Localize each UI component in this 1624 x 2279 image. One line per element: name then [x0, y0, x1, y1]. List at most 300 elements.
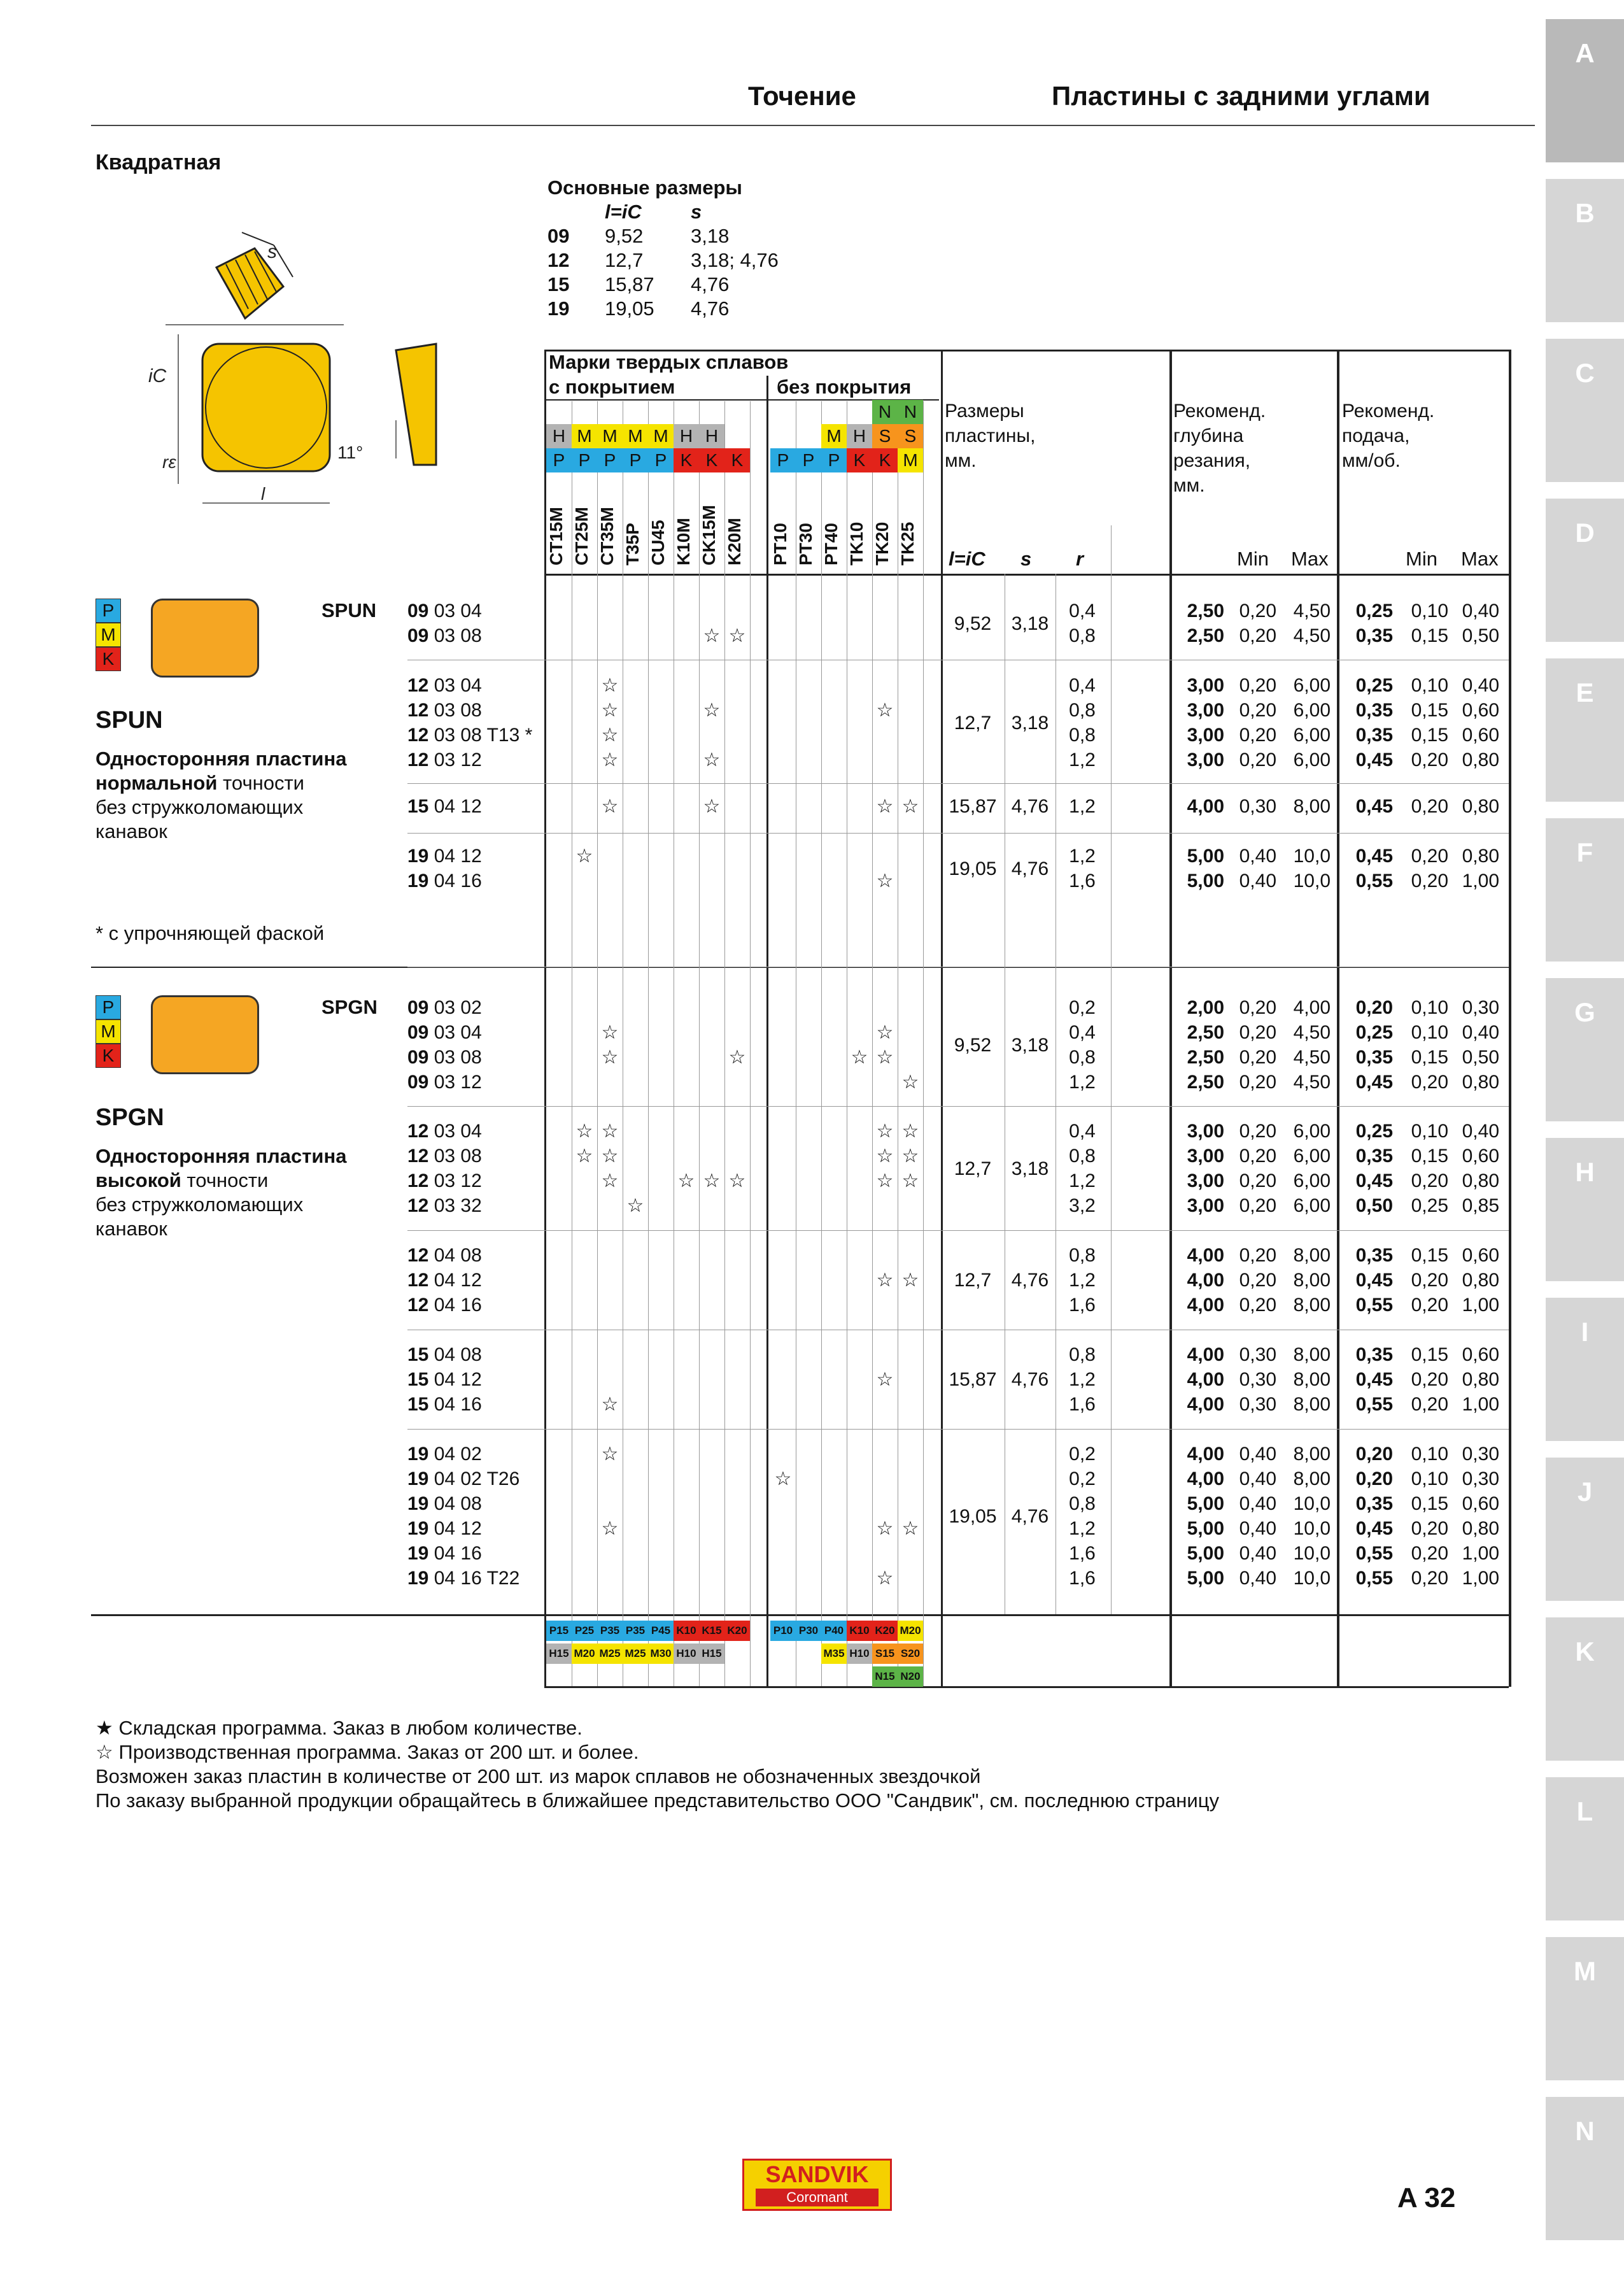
- feed-value: 0,30: [1462, 1444, 1499, 1465]
- corner-radius: 0,8: [1069, 1245, 1096, 1266]
- corner-radius: 0,2: [1069, 1444, 1096, 1465]
- designation: 09 03 12: [407, 1072, 482, 1093]
- depth-value: 8,00: [1293, 1245, 1331, 1266]
- depth-value: 0,40: [1239, 1444, 1276, 1465]
- col-head-lic: l=iC: [949, 548, 985, 570]
- dim-re-label: rε: [162, 452, 176, 472]
- depth-value: 6,00: [1293, 725, 1331, 746]
- feed-value: 0,45: [1355, 749, 1393, 770]
- corner-radius: 1,6: [1069, 1543, 1096, 1564]
- feed-value: 0,15: [1411, 1047, 1448, 1068]
- corner-radius: 0,2: [1069, 1468, 1096, 1489]
- depth-value: 5,00: [1187, 1543, 1224, 1564]
- designation: 19 04 16: [407, 870, 482, 891]
- page-title: Пластины с задними углами: [1052, 81, 1430, 111]
- corner-radius: 1,2: [1069, 846, 1096, 867]
- iso-p-5: K: [674, 448, 699, 472]
- col-head-s: s: [1020, 548, 1032, 570]
- feed-value: 1,00: [1462, 870, 1499, 891]
- grade-tk10: TK10: [847, 522, 866, 565]
- production-star-icon: ☆: [901, 1072, 919, 1093]
- feed-value: 0,45: [1355, 846, 1393, 867]
- feed-value: 0,55: [1355, 1543, 1393, 1564]
- col-head-depth: Рекоменд. глубина резания, мм.: [1173, 401, 1266, 496]
- feed-value: 0,20: [1411, 796, 1448, 817]
- production-star-icon: ☆: [601, 725, 619, 746]
- feed-value: 0,40: [1462, 600, 1499, 621]
- designation: 12 03 08 T13 *: [407, 725, 533, 746]
- iso-code: P35: [623, 1621, 648, 1641]
- spun-desc-4: канавок: [95, 820, 167, 842]
- section-tab-g[interactable]: G: [1546, 978, 1624, 1121]
- depth-value: 8,00: [1293, 1369, 1331, 1390]
- production-star-icon: ☆: [876, 1121, 894, 1142]
- depth-value: 4,50: [1293, 1022, 1331, 1043]
- grade-k20m: K20M: [724, 518, 744, 565]
- insert-size-l: 15,87: [949, 1369, 997, 1390]
- iso-p-7: K: [724, 448, 750, 472]
- production-star-icon: ☆: [601, 700, 619, 721]
- feed-value: 0,45: [1355, 1072, 1393, 1093]
- production-star-icon: ☆: [876, 1270, 894, 1291]
- depth-value: 0,20: [1239, 1170, 1276, 1191]
- insert-thickness-s: 3,18: [1011, 613, 1049, 634]
- feed-value: 0,80: [1462, 1170, 1499, 1191]
- insert-side-view: [216, 232, 293, 318]
- feed-value: 0,80: [1462, 846, 1499, 867]
- spun-insert-icon: [151, 599, 259, 678]
- section-tab-f[interactable]: F: [1546, 818, 1624, 962]
- page-number: A 32: [1397, 2182, 1456, 2213]
- production-star-icon: ☆: [876, 1146, 894, 1167]
- production-star-icon: ☆: [703, 700, 721, 721]
- feed-value: 0,30: [1462, 997, 1499, 1018]
- production-star-icon: ☆: [876, 700, 894, 721]
- corner-radius: 0,4: [1069, 675, 1096, 696]
- production-star-icon: ☆: [601, 1518, 619, 1539]
- spun-code: SPUN: [321, 599, 377, 621]
- depth-value: 4,00: [1187, 1295, 1224, 1316]
- section-tab-e[interactable]: E: [1546, 658, 1624, 802]
- production-star-icon: ☆: [851, 1047, 868, 1068]
- production-star-icon: ☆: [876, 1022, 894, 1043]
- depth-value: 3,00: [1187, 1121, 1224, 1142]
- depth-value: 4,00: [1187, 1369, 1224, 1390]
- feed-value: 0,45: [1355, 796, 1393, 817]
- feed-value: 0,25: [1355, 1121, 1393, 1142]
- designation: 19 04 02: [407, 1444, 482, 1465]
- basic-dims-col2: s: [691, 201, 702, 223]
- feed-value: 0,50: [1462, 625, 1499, 646]
- insert-size-l: 19,05: [949, 858, 997, 879]
- feed-value: 0,35: [1355, 1047, 1393, 1068]
- production-star-icon: ☆: [703, 749, 721, 770]
- corner-radius: 1,6: [1069, 1568, 1096, 1589]
- production-star-icon: ☆: [901, 1121, 919, 1142]
- feed-value: 0,60: [1462, 1146, 1499, 1167]
- depth-value: 6,00: [1293, 1146, 1331, 1167]
- iso-h-1: M: [572, 424, 597, 448]
- designation: 19 04 02 T26: [407, 1468, 520, 1489]
- grade-pt10: PT10: [770, 523, 790, 565]
- basic-dim-l: 12,7: [605, 249, 644, 271]
- col-head-feed-max: Max: [1461, 548, 1499, 570]
- depth-value: 4,00: [1187, 1344, 1224, 1365]
- depth-value: 3,00: [1187, 700, 1224, 721]
- col-head-r: r: [1076, 548, 1084, 570]
- feed-value: 0,35: [1355, 1493, 1393, 1514]
- iso-p-9: P: [796, 448, 821, 472]
- depth-value: 0,40: [1239, 1468, 1276, 1489]
- iso-code: K20: [724, 1621, 750, 1641]
- depth-value: 5,00: [1187, 1493, 1224, 1514]
- production-star-icon: ☆: [601, 1022, 619, 1043]
- basic-dim-size: 12: [547, 249, 570, 271]
- production-star-icon: ☆: [626, 1195, 644, 1216]
- designation: 09 03 04: [407, 600, 482, 621]
- designation: 12 03 32: [407, 1195, 482, 1216]
- depth-value: 3,00: [1187, 1170, 1224, 1191]
- feed-value: 0,10: [1411, 1468, 1448, 1489]
- depth-value: 0,40: [1239, 1568, 1276, 1589]
- designation: 12 03 04: [407, 1121, 482, 1142]
- feed-value: 0,45: [1355, 1369, 1393, 1390]
- iso-h-4: M: [648, 424, 674, 448]
- iso-badge-k: K: [95, 647, 121, 671]
- corner-radius: 0,8: [1069, 1493, 1096, 1514]
- feed-value: 1,00: [1462, 1295, 1499, 1316]
- depth-value: 5,00: [1187, 870, 1224, 891]
- insert-size-l: 12,7: [954, 712, 992, 734]
- depth-value: 0,20: [1239, 1072, 1276, 1093]
- feed-value: 0,85: [1462, 1195, 1499, 1216]
- production-star-icon: ☆: [901, 1518, 919, 1539]
- depth-value: 8,00: [1293, 796, 1331, 817]
- basic-dim-l: 9,52: [605, 225, 644, 247]
- feed-value: 0,20: [1355, 1444, 1393, 1465]
- grade-tk25: TK25: [898, 522, 917, 565]
- iso-p-3: P: [623, 448, 648, 472]
- insert-thickness-s: 4,76: [1011, 1270, 1049, 1291]
- production-star-icon: ☆: [876, 796, 894, 817]
- insert-thickness-s: 3,18: [1011, 1034, 1049, 1056]
- depth-value: 6,00: [1293, 700, 1331, 721]
- corner-radius: 0,8: [1069, 700, 1096, 721]
- designation: 15 04 08: [407, 1344, 482, 1365]
- iso-p-2: P: [597, 448, 623, 472]
- spgn-desc-3: без стружколомающих: [95, 1193, 304, 1216]
- depth-value: 10,0: [1293, 1518, 1331, 1539]
- depth-value: 6,00: [1293, 1195, 1331, 1216]
- iso-code: H15: [546, 1644, 572, 1664]
- iso-code: P15: [546, 1621, 572, 1641]
- feed-value: 0,25: [1411, 1195, 1448, 1216]
- basic-dim-l: 19,05: [605, 297, 654, 320]
- corner-radius: 0,4: [1069, 1022, 1096, 1043]
- basic-dim-size: 09: [547, 225, 570, 247]
- feed-value: 0,40: [1462, 675, 1499, 696]
- production-star-icon: ☆: [601, 1170, 619, 1191]
- depth-value: 0,20: [1239, 675, 1276, 696]
- iso-h-3: M: [623, 424, 648, 448]
- iso-h-11: H: [847, 424, 872, 448]
- grade-k10m: K10M: [674, 518, 693, 565]
- depth-value: 2,50: [1187, 625, 1224, 646]
- section-tab-j[interactable]: J: [1546, 1458, 1624, 1601]
- depth-value: 8,00: [1293, 1468, 1331, 1489]
- iso-p-0: P: [546, 448, 572, 472]
- feed-value: 0,55: [1355, 1295, 1393, 1316]
- iso-badge-k: K: [95, 1044, 121, 1068]
- spun-desc-2: нормальной точности: [95, 772, 304, 794]
- iso-p-6: K: [699, 448, 724, 472]
- iso-h-0: H: [546, 424, 572, 448]
- depth-value: 4,00: [1187, 1444, 1224, 1465]
- designation: 12 04 08: [407, 1245, 482, 1266]
- feed-value: 0,15: [1411, 725, 1448, 746]
- designation: 19 04 12: [407, 1518, 482, 1539]
- feed-value: 1,00: [1462, 1543, 1499, 1564]
- depth-value: 0,30: [1239, 1344, 1276, 1365]
- depth-value: 0,30: [1239, 1369, 1276, 1390]
- depth-value: 0,40: [1239, 870, 1276, 891]
- depth-value: 0,20: [1239, 1295, 1276, 1316]
- dim-l-label: l: [261, 484, 265, 504]
- insert-drawing: [146, 229, 477, 509]
- insert-thickness-s: 4,76: [1011, 796, 1049, 817]
- corner-radius: 1,2: [1069, 1072, 1096, 1093]
- feed-value: 0,15: [1411, 625, 1448, 646]
- feed-value: 0,35: [1355, 1344, 1393, 1365]
- spgn-desc-1: Односторонняя пластина: [95, 1145, 347, 1167]
- depth-value: 10,0: [1293, 870, 1331, 891]
- section-tab-d[interactable]: D: [1546, 499, 1624, 642]
- corner-radius: 3,2: [1069, 1195, 1096, 1216]
- basic-dim-s: 4,76: [691, 297, 730, 320]
- iso-h-2: M: [597, 424, 623, 448]
- feed-value: 0,20: [1411, 870, 1448, 891]
- depth-value: 4,00: [1187, 1245, 1224, 1266]
- feed-value: 0,25: [1355, 1022, 1393, 1043]
- depth-value: 0,20: [1239, 749, 1276, 770]
- iso-code: M20: [572, 1644, 597, 1664]
- insert-size-l: 12,7: [954, 1270, 992, 1291]
- iso-code: H10: [847, 1644, 872, 1664]
- production-star-icon: ☆: [876, 1047, 894, 1068]
- feed-value: 0,40: [1462, 1121, 1499, 1142]
- iso-h-5: H: [674, 424, 699, 448]
- feed-value: 1,00: [1462, 1568, 1499, 1589]
- section-tab-b[interactable]: B: [1546, 179, 1624, 322]
- depth-value: 0,20: [1239, 1121, 1276, 1142]
- depth-value: 8,00: [1293, 1394, 1331, 1415]
- section-tab-m[interactable]: M: [1546, 1937, 1624, 2080]
- designation: 19 04 12: [407, 846, 482, 867]
- iso-code: P30: [796, 1621, 821, 1641]
- production-star-icon: ☆: [575, 846, 593, 867]
- feed-value: 0,50: [1462, 1047, 1499, 1068]
- iso-code: M30: [648, 1644, 674, 1664]
- corner-radius: 1,2: [1069, 749, 1096, 770]
- production-star-icon: ☆: [703, 1170, 721, 1191]
- iso-badge-p: P: [95, 599, 121, 623]
- depth-value: 5,00: [1187, 1518, 1224, 1539]
- feed-value: 0,10: [1411, 600, 1448, 621]
- col-head-dims: Размеры пластины, мм.: [945, 401, 1036, 471]
- feed-value: 0,35: [1355, 1146, 1393, 1167]
- feed-value: 0,15: [1411, 1245, 1448, 1266]
- section-title: Точение: [748, 81, 856, 111]
- iso-code: S15: [872, 1644, 898, 1664]
- depth-value: 0,20: [1239, 725, 1276, 746]
- depth-value: 0,40: [1239, 846, 1276, 867]
- depth-value: 3,00: [1187, 1146, 1224, 1167]
- iso-code: P10: [770, 1621, 796, 1641]
- basic-dims-title: Основные размеры: [547, 176, 742, 199]
- spgn-insert-icon: [151, 995, 259, 1074]
- corner-radius: 0,2: [1069, 997, 1096, 1018]
- feed-value: 0,80: [1462, 1270, 1499, 1291]
- feed-value: 0,55: [1355, 870, 1393, 891]
- iso-code: M20: [898, 1621, 923, 1641]
- depth-value: 0,20: [1239, 997, 1276, 1018]
- production-star-icon: ☆: [601, 675, 619, 696]
- depth-value: 4,00: [1187, 1394, 1224, 1415]
- iso-p-11: K: [847, 448, 872, 472]
- basic-dims-col1: l=iC: [605, 201, 642, 223]
- depth-value: 4,00: [1293, 997, 1331, 1018]
- designation: 12 03 04: [407, 675, 482, 696]
- feed-value: 0,35: [1355, 725, 1393, 746]
- section-tab-a[interactable]: A: [1546, 19, 1624, 162]
- feed-value: 0,60: [1462, 700, 1499, 721]
- designation: 15 04 12: [407, 1369, 482, 1390]
- feed-value: 0,20: [1411, 1270, 1448, 1291]
- feed-value: 0,80: [1462, 749, 1499, 770]
- feed-value: 0,20: [1355, 1468, 1393, 1489]
- depth-value: 3,00: [1187, 675, 1224, 696]
- designation: 12 03 08: [407, 700, 482, 721]
- iso-code: K15: [699, 1621, 724, 1641]
- production-star-icon: ☆: [876, 870, 894, 891]
- production-star-icon: ☆: [876, 1369, 894, 1390]
- designation: 15 04 12: [407, 796, 482, 817]
- depth-value: 3,00: [1187, 725, 1224, 746]
- depth-value: 10,0: [1293, 1493, 1331, 1514]
- designation: 09 03 02: [407, 997, 482, 1018]
- feed-value: 0,20: [1355, 997, 1393, 1018]
- grade-ct25m: CT25M: [572, 507, 591, 565]
- depth-value: 0,40: [1239, 1518, 1276, 1539]
- iso-code: M25: [597, 1644, 623, 1664]
- designation: 12 03 08: [407, 1146, 482, 1167]
- insert-top-view: [166, 325, 344, 503]
- depth-value: 0,20: [1239, 1245, 1276, 1266]
- designation: 09 03 08: [407, 625, 482, 646]
- legend-line-2: ☆ Производственная программа. Заказ от 200 шт. и более.: [95, 1741, 639, 1763]
- depth-value: 2,00: [1187, 997, 1224, 1018]
- depth-value: 6,00: [1293, 1121, 1331, 1142]
- iso-badge-p: P: [95, 995, 121, 1019]
- production-star-icon: ☆: [728, 1047, 746, 1068]
- depth-value: 5,00: [1187, 1568, 1224, 1589]
- depth-value: 4,00: [1187, 796, 1224, 817]
- section-tab-c[interactable]: C: [1546, 339, 1624, 482]
- feed-value: 0,10: [1411, 675, 1448, 696]
- grade-ck15m: CK15M: [699, 505, 719, 565]
- production-star-icon: ☆: [901, 1146, 919, 1167]
- iso-p-4: P: [648, 448, 674, 472]
- iso-p-8: P: [770, 448, 796, 472]
- production-star-icon: ☆: [703, 625, 721, 646]
- insert-thickness-s: 4,76: [1011, 1505, 1049, 1527]
- feed-value: 0,20: [1411, 1369, 1448, 1390]
- spgn-desc-4: канавок: [95, 1218, 167, 1240]
- depth-value: 0,40: [1239, 1493, 1276, 1514]
- grade-cu45: CU45: [648, 520, 668, 565]
- production-star-icon: ☆: [703, 796, 721, 817]
- production-star-icon: ☆: [601, 1121, 619, 1142]
- depth-value: 6,00: [1293, 675, 1331, 696]
- designation: 09 03 08: [407, 1047, 482, 1068]
- feed-value: 0,20: [1411, 749, 1448, 770]
- depth-value: 0,20: [1239, 700, 1276, 721]
- iso-p-13: M: [898, 448, 923, 472]
- iso-code: K10: [847, 1621, 872, 1641]
- production-star-icon: ☆: [601, 1047, 619, 1068]
- feed-value: 0,55: [1355, 1568, 1393, 1589]
- insert-thickness-s: 4,76: [1011, 858, 1049, 879]
- section-tab-n[interactable]: N: [1546, 2097, 1624, 2240]
- feed-value: 0,10: [1411, 997, 1448, 1018]
- feed-value: 0,45: [1355, 1270, 1393, 1291]
- iso-code: K20: [872, 1621, 898, 1641]
- basic-dim-s: 4,76: [691, 273, 730, 295]
- depth-value: 2,50: [1187, 1022, 1224, 1043]
- section-tab-l[interactable]: L: [1546, 1777, 1624, 1920]
- feed-value: 0,20: [1411, 1568, 1448, 1589]
- section-tab-i[interactable]: I: [1546, 1298, 1624, 1441]
- feed-value: 0,35: [1355, 1245, 1393, 1266]
- legend-line-4: По заказу выбранной продукции обращайтесь в ближайшее представительство ООО "Сандвик", см. последнюю страницу: [95, 1789, 1219, 1812]
- spgn-desc-2: высокой точности: [95, 1169, 269, 1191]
- depth-value: 0,20: [1239, 625, 1276, 646]
- feed-value: 0,20: [1411, 1543, 1448, 1564]
- production-star-icon: ☆: [601, 796, 619, 817]
- feed-value: 0,10: [1411, 1022, 1448, 1043]
- iso-n-13: N: [898, 400, 923, 424]
- iso-p-10: P: [821, 448, 847, 472]
- designation: 19 04 16 T22: [407, 1568, 520, 1589]
- basic-dim-s: 3,18; 4,76: [691, 249, 779, 271]
- depth-value: 10,0: [1293, 1543, 1331, 1564]
- iso-code: K10: [674, 1621, 699, 1641]
- basic-dim-size: 15: [547, 273, 570, 295]
- feed-value: 0,40: [1462, 1022, 1499, 1043]
- section-tab-h[interactable]: H: [1546, 1138, 1624, 1281]
- grade-tk20: TK20: [872, 522, 892, 565]
- feed-value: 0,55: [1355, 1394, 1393, 1415]
- feed-value: 0,10: [1411, 1121, 1448, 1142]
- feed-value: 0,20: [1411, 1170, 1448, 1191]
- section-tab-k[interactable]: K: [1546, 1617, 1624, 1761]
- depth-value: 2,50: [1187, 600, 1224, 621]
- feed-value: 0,80: [1462, 1072, 1499, 1093]
- corner-radius: 1,6: [1069, 870, 1096, 891]
- spgn-code: SPGN: [321, 996, 378, 1018]
- production-star-icon: ☆: [575, 1146, 593, 1167]
- insert-size-l: 12,7: [954, 1158, 992, 1179]
